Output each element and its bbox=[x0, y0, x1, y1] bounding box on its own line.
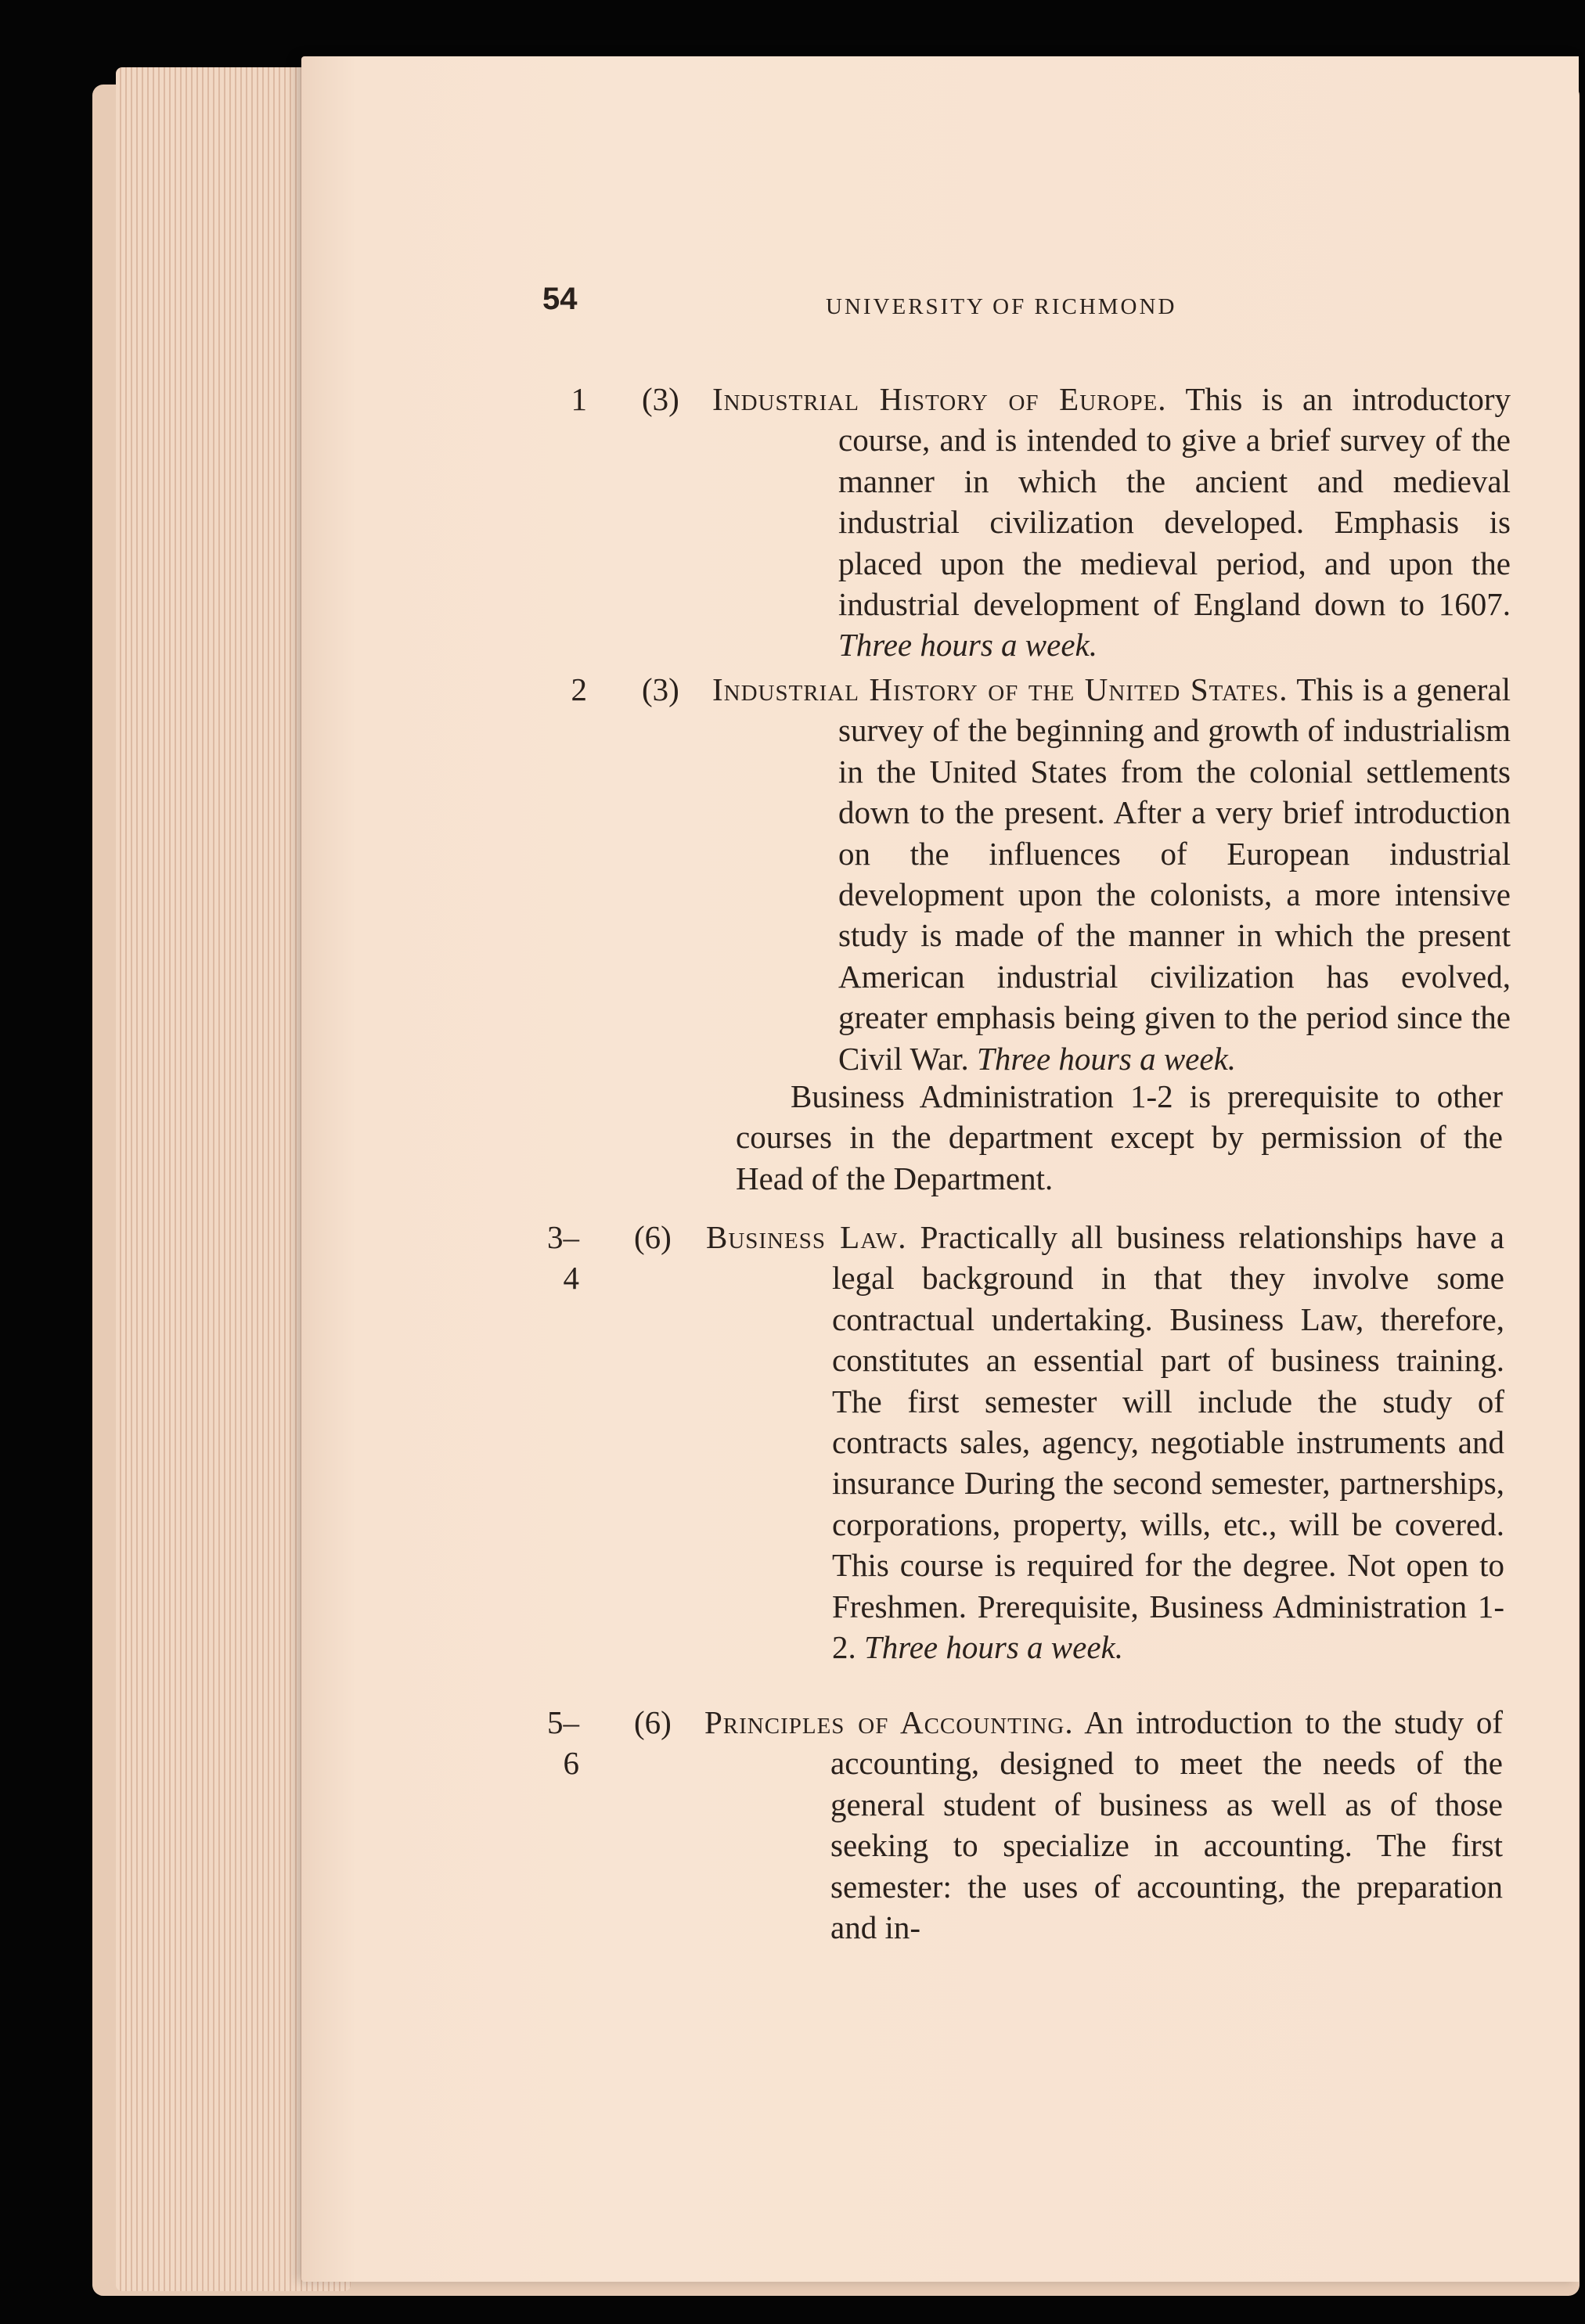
course-credits: (6) bbox=[634, 1704, 672, 1740]
course-hours: Three hours a week. bbox=[838, 627, 1097, 664]
course-number: 1 bbox=[571, 381, 587, 417]
course-description: An introduction to the study of accounting, designed to meet the needs of the general student of business as well as of those seeking to specialize in accounting. The first semester: the uses of accounting, the preparation and in- bbox=[830, 1704, 1503, 1946]
course-hours: Three hours a week. bbox=[864, 1629, 1123, 1666]
course-entry bbox=[532, 1702, 1511, 1946]
course-text bbox=[704, 1702, 1503, 1948]
course-text bbox=[706, 1217, 1504, 1667]
course-entry bbox=[540, 379, 1511, 664]
running-head-title: UNIVERSITY OF RICHMOND bbox=[826, 294, 1177, 319]
course-description: This is a general survey of the beginning and growth of industrialism in the United States from the colonial settlements down to the present. After a very brief introduction on the influences of European industrial development upon the colonists, a more intensive study is made of the manner in which the present American industrial civilization has evolved, greater emphasis being given to the period since the Civil War. bbox=[838, 671, 1511, 1077]
department-note: Business Administration 1-2 is prerequisite to other courses in the department except by permission of the Head of the Department. bbox=[736, 1078, 1503, 1196]
course-entry bbox=[540, 669, 1511, 1076]
course-credits: (3) bbox=[642, 671, 679, 707]
course-credits: (3) bbox=[642, 381, 679, 417]
page-number: 54 bbox=[542, 282, 578, 316]
course-text bbox=[712, 379, 1511, 666]
course-description: Practically all business relationships have a legal background in that they involve some contractual undertaking. Business Law, therefore, constitutes an essential part of business training. The first semester will include the study of contracts sales, agency, negotiable instruments and insurance During the second semester, partnerships, corporations, property, wills, etc., will be covered. This course is required for the degree. Not open to Freshmen. Prerequisite, Business Administration 1-2. bbox=[832, 1219, 1504, 1666]
course-description: This is an introductory course, and is intended to give a brief survey of the manner in which the ancient and medieval industrial civilization developed. Emphasis is placed upon the medieval period, and upon the industrial development of England down to 1607. bbox=[838, 381, 1511, 623]
course-number: 3–4 bbox=[547, 1219, 579, 1297]
course-title: Principles of Accounting. bbox=[704, 1704, 1074, 1740]
running-head bbox=[0, 282, 1585, 329]
course-number: 2 bbox=[571, 671, 587, 707]
course-credits: (6) bbox=[634, 1219, 672, 1255]
course-title: Industrial History of Europe. bbox=[712, 381, 1167, 417]
course-title: Industrial History of the United States. bbox=[712, 671, 1288, 707]
course-title: Business Law. bbox=[706, 1219, 907, 1255]
course-text bbox=[712, 669, 1511, 1079]
course-hours: Three hours a week. bbox=[977, 1040, 1237, 1077]
course-entry bbox=[532, 1217, 1511, 1686]
course-number: 5–6 bbox=[547, 1704, 579, 1782]
